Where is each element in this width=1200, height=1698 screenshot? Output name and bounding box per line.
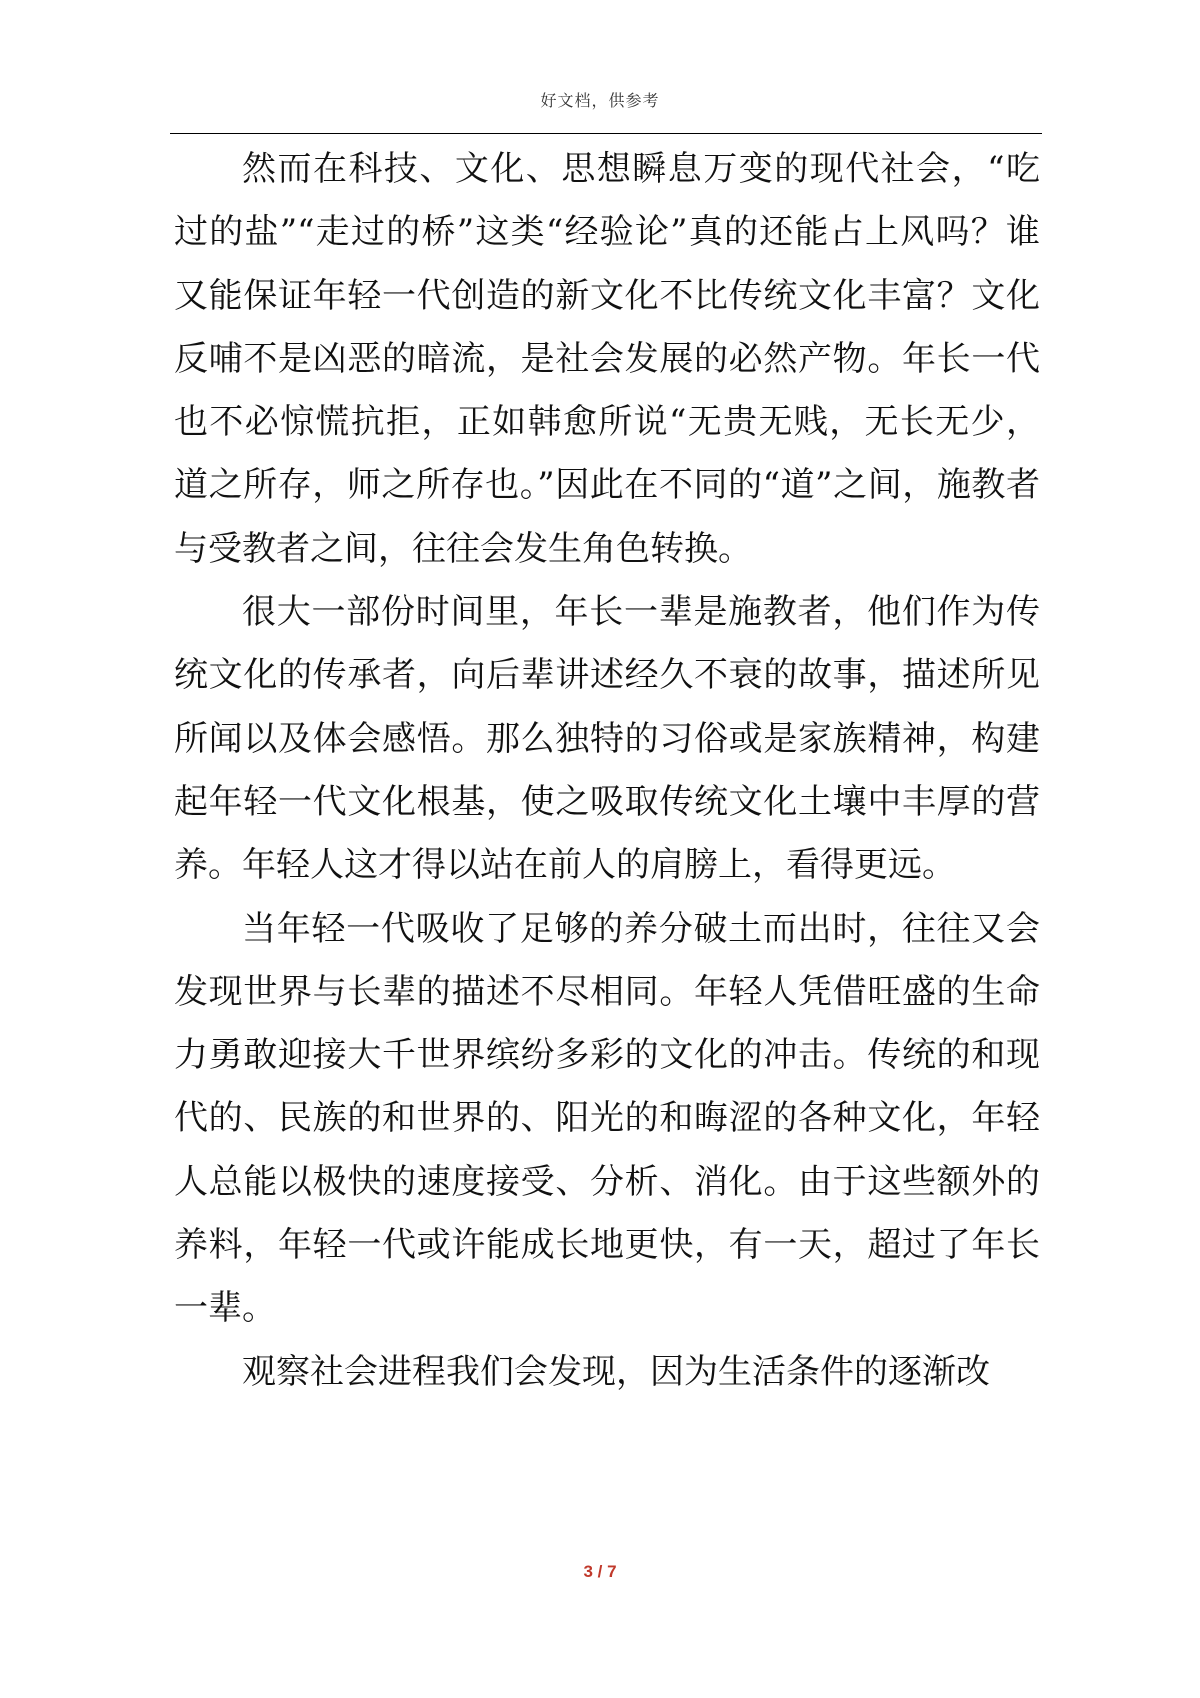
paragraph-1: 然而在科技、文化、思想瞬息万变的现代社会，“吃过的盐”“走过的桥”这类“经验论”真的还能占上风吗？谁又能保证年轻一代创造的新文化不比传统文化丰富？文化反哺不是凶恶的暗流，是社会发展的必然产物。年长一代也不必惊慌抗拒，正如韩愈所说“无贵无贱，无长无少，道之所存，师之所存也。”因此在不同的“道”之间，施教者与受教者之间，往往会发生角色转换。 bbox=[174, 149, 1040, 569]
paragraph-4: 观察社会进程我们会发现，因为生活条件的逐渐改 bbox=[242, 1351, 990, 1392]
paragraph-3: 当年轻一代吸收了足够的养分破土而出时，往往又会发现世界与长辈的描述不尽相同。年轻人凭借旺盛的生命力勇敢迎接大千世界缤纷多彩的文化的冲击。传统的和现代的、民族的和世界的、阳光的和晦涩的各种文化，年轻人总能以极快的速度接受、分析、消化。由于这些额外的养料，年轻一代或许能成长地更快，有一天，超过了年长一辈。 bbox=[174, 908, 1040, 1329]
header-divider bbox=[170, 133, 1042, 134]
page-number: 3 / 7 bbox=[583, 1562, 617, 1581]
document-body bbox=[174, 138, 1040, 1404]
page-header: 好文档，供参考 bbox=[540, 91, 660, 110]
paragraph-2: 很大一部份时间里，年长一辈是施教者，他们作为传统文化的传承者，向后辈讲述经久不衰的故事，描述所见所闻以及体会感悟。那么独特的习俗或是家族精神，构建起年轻一代文化根基，使之吸取传统文化土壤中丰厚的营养。年轻人这才得以站在前人的肩膀上，看得更远。 bbox=[174, 592, 1040, 886]
